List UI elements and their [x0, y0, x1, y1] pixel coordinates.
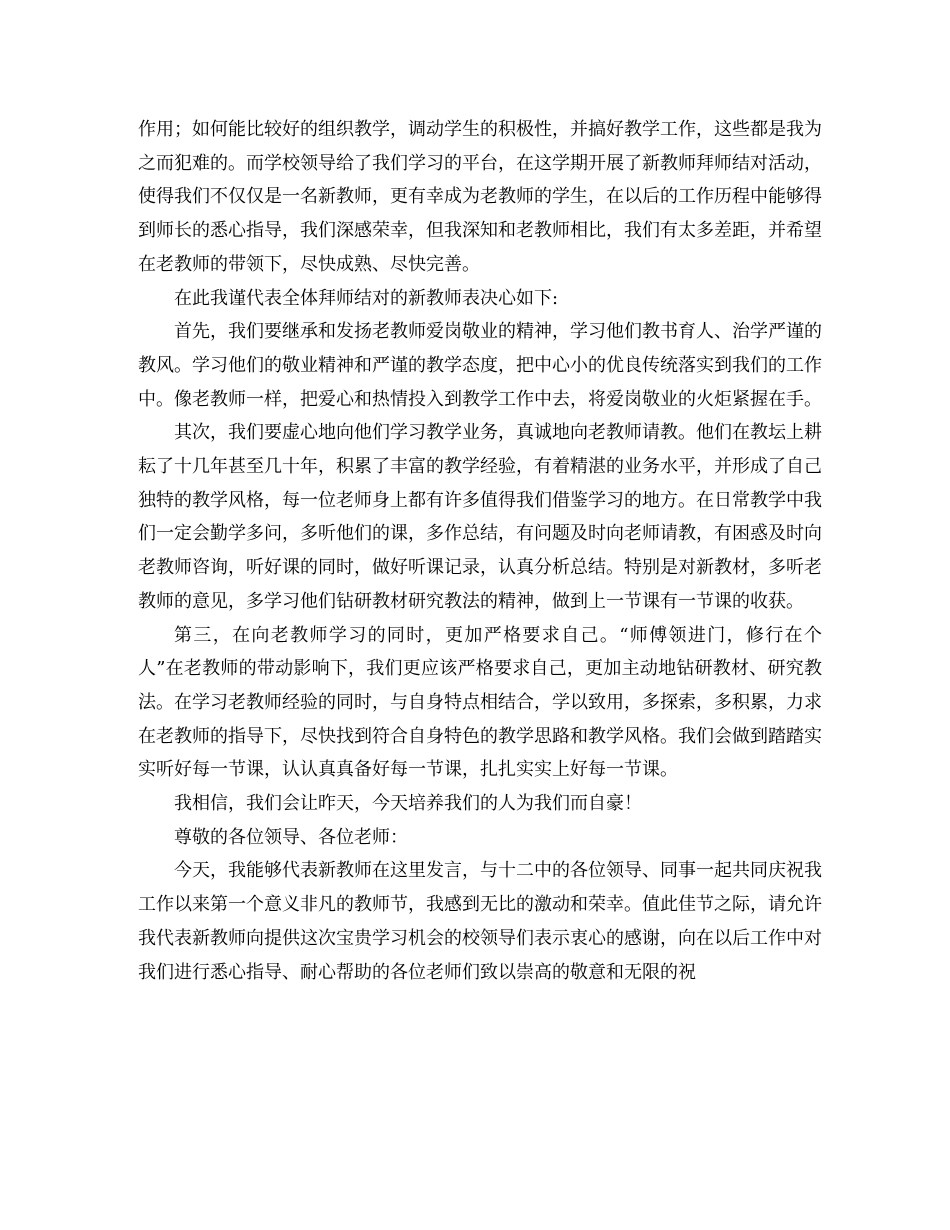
paragraph-4: 其次，我们要虚心地向他们学习教学业务，真诚地向老教师请教。他们在教坛上耕耘了十几年甚至几十年，积累了丰富的教学经验，有着精湛的业务水平，并形成了自己独特的教学风格，每一位老师身上都有许多值得我们借鉴学习的地方。在日常教学中我们一定会勤学多问，多听他们的课，多作总结，有问题及时向老师请教，有困惑及时向老教师咨询，听好课的同时，做好听课记录，认真分析总结。特别是对新教材，多听老教师的意见，多学习他们钻研教材研究教法的精神，做到上一节课有一节课的收获。 — [138, 422, 822, 612]
paragraph-7: 尊敬的各位领导、各位老师： — [174, 826, 408, 848]
paragraph-6: 我相信，我们会让昨天，今天培养我们的人为我们而自豪！ — [174, 793, 642, 815]
paragraph-3: 首先，我们要继承和发扬老教师爱岗敬业的精神，学习他们教书育人、治学严谨的教风。学习他们的敬业精神和严谨的教学态度，把中心小的优良传统落实到我们的工作中。像老教师一样，把爱心和热情投入到教学工作中去，将爱岗敬业的火炬紧握在手。 — [138, 321, 822, 410]
paragraph-2: 在此我谨代表全体拜师结对的新教师表决心如下: — [174, 287, 559, 309]
paragraph-5: 第三，在向老教师学习的同时，更加严格要求自己。“师傅领进门，修行在个人”在老教师的带动影响下，我们更应该严格要求自己，更加主动地钻研教材、研究教法。在学习老教师经验的同时，与自身特点相结合，学以致用，多探索，多积累，力求在老教师的指导下，尽快找到符合自身特色的教学思路和教学风格。我们会做到踏踏实实听好每一节课，认认真真备好每一节课，扎扎实实上好每一节课。 — [138, 624, 822, 781]
paragraph-8: 今天，我能够代表新教师在这里发言，与十二中的各位领导、同事一起共同庆祝我工作以来第一个意义非凡的教师节，我感到无比的激动和荣幸。值此佳节之际，请允许我代表新教师向提供这次宝贵学习机会的校领导们表示衷心的感谢，向在以后工作中对我们进行悉心指导、耐心帮助的各位老师们致以崇高的敬意和无限的祝 — [138, 860, 822, 983]
document-body — [138, 113, 822, 989]
paragraph-1: 作用；如何能比较好的组织教学，调动学生的积极性，并搞好教学工作，这些都是我为之而犯难的。而学校领导给了我们学习的平台，在这学期开展了新教师拜师结对活动，使得我们不仅仅是一名新教师，更有幸成为老教师的学生，在以后的工作历程中能够得到师长的悉心指导，我们深感荣幸，但我深知和老教师相比，我们有太多差距，并希望在老教师的带领下，尽快成熟、尽快完善。 — [138, 119, 822, 275]
